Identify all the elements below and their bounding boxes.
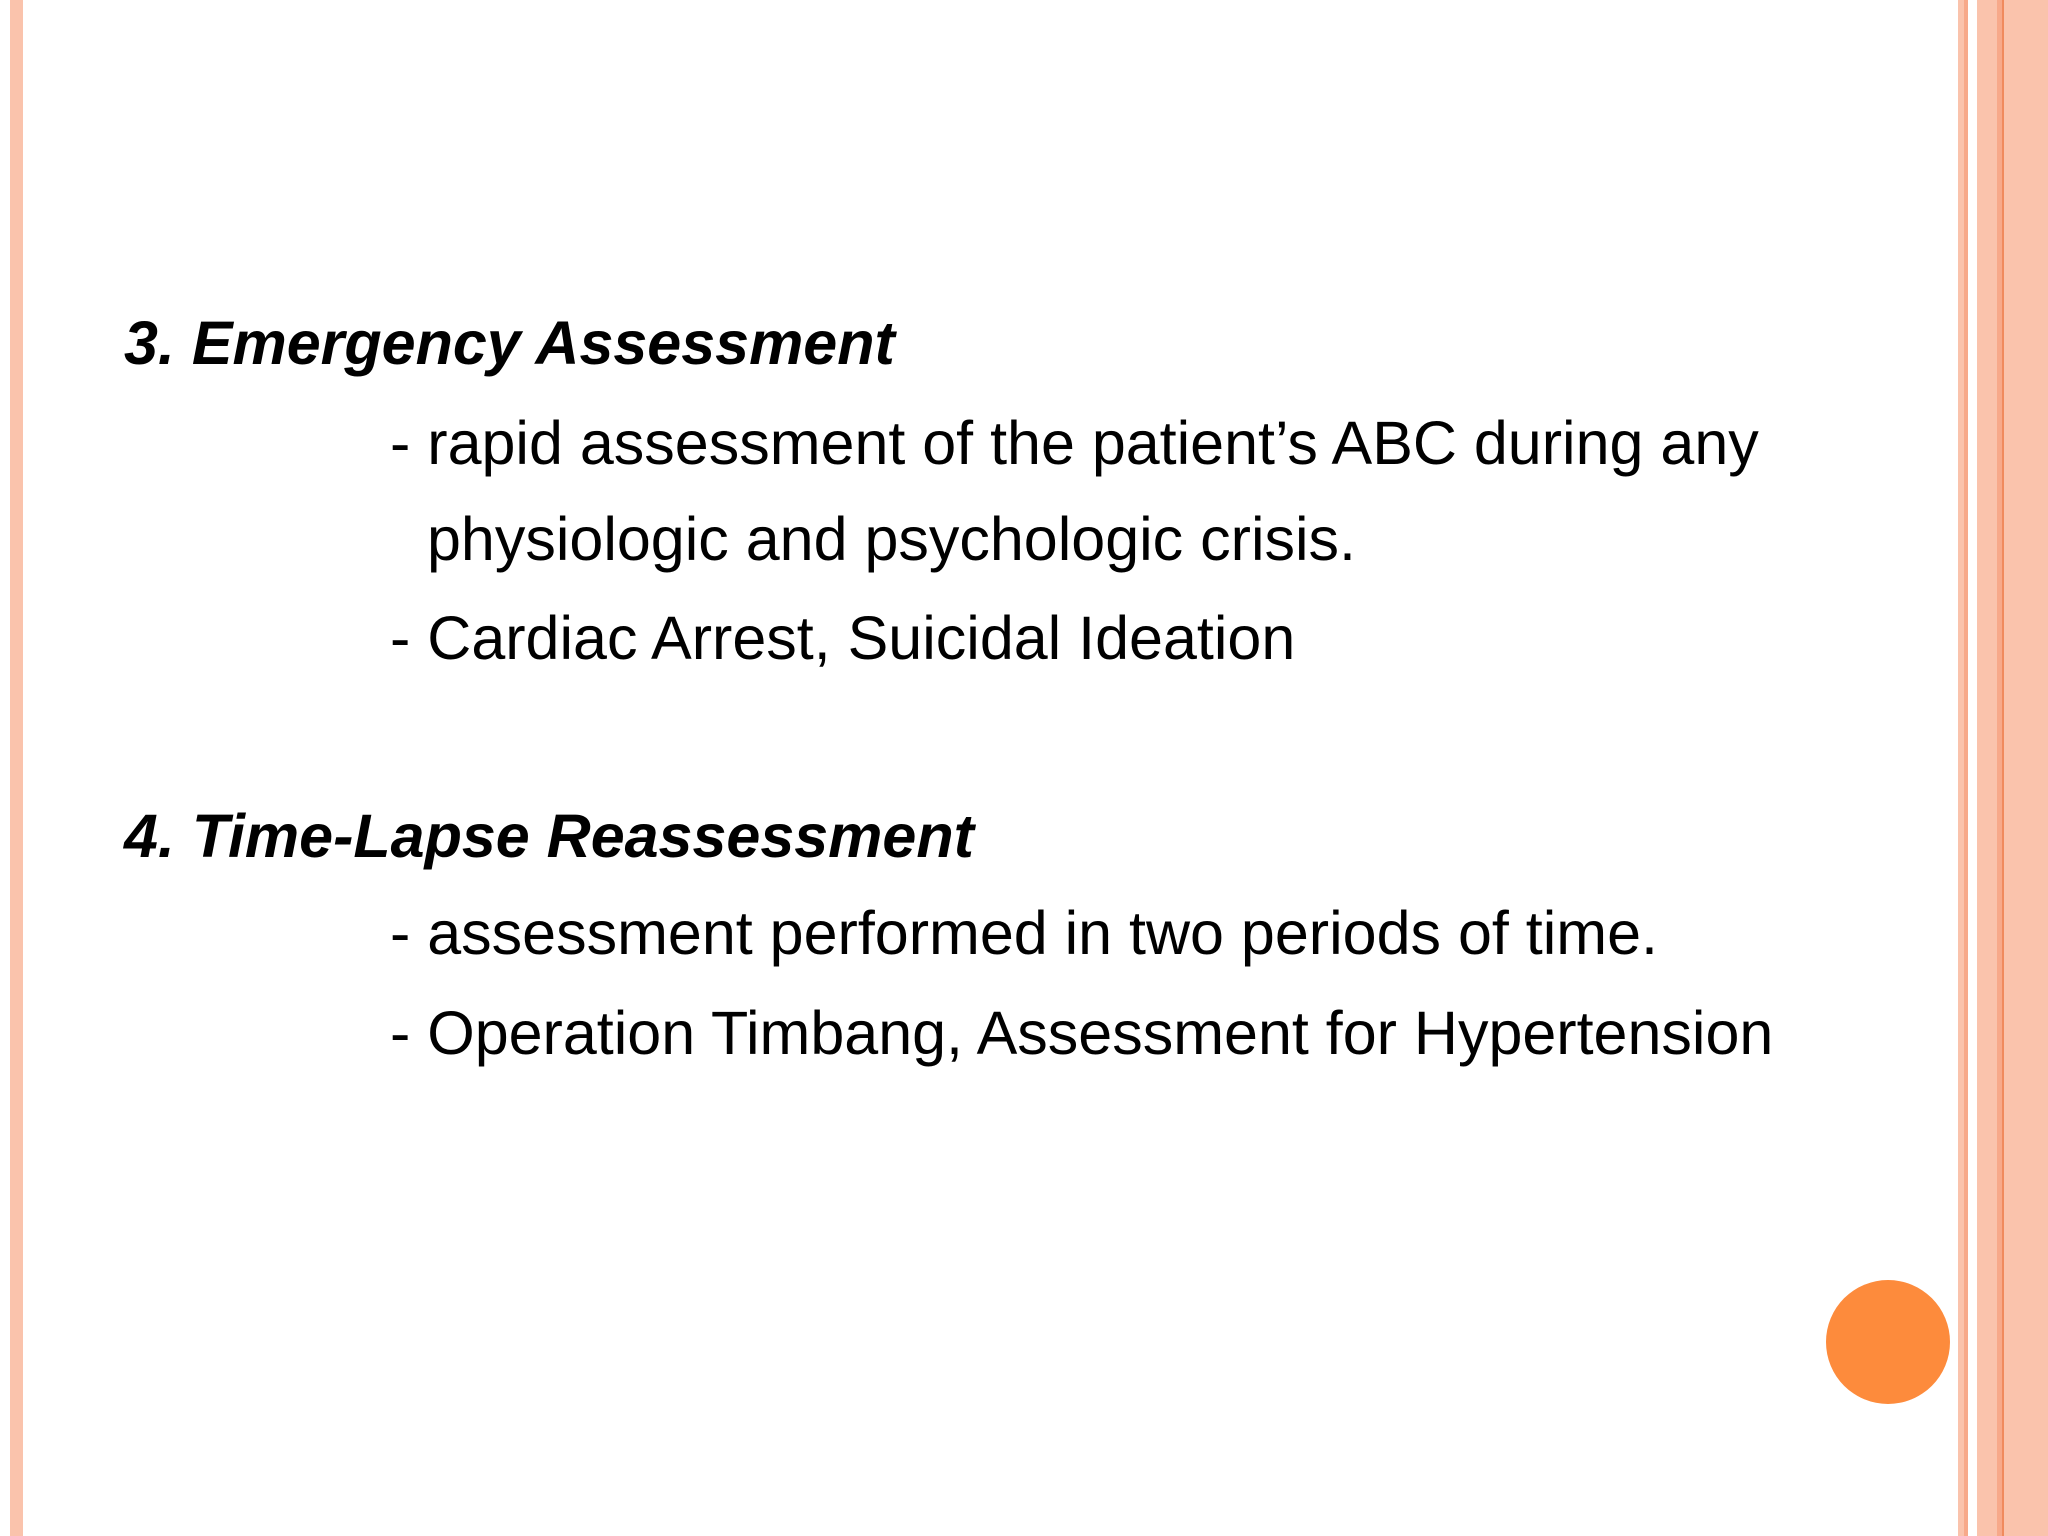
section-heading-emergency-assessment: 3. Emergency Assessment [124,309,895,377]
time-lapse-definition-line: - assessment performed in two periods of time. [390,899,1658,967]
emergency-definition-line-2: physiologic and psychologic crisis. [427,505,1356,573]
left-border-bar [10,0,23,1536]
orange-circle-decoration [1826,1280,1950,1404]
right-border-stripe [1964,0,1968,1536]
emergency-definition-line-1: - rapid assessment of the patient’s ABC during any [390,409,1759,477]
right-border-stripe [1977,0,1985,1536]
right-border-stripe [1985,0,1997,1536]
right-border-stripe [2004,0,2032,1536]
time-lapse-examples-line: - Operation Timbang, Assessment for Hypertension [390,999,1774,1067]
section-heading-time-lapse-reassessment: 4. Time-Lapse Reassessment [124,802,974,870]
right-border-stripe [2032,0,2048,1536]
emergency-examples-line: - Cardiac Arrest, Suicidal Ideation [390,604,1296,672]
